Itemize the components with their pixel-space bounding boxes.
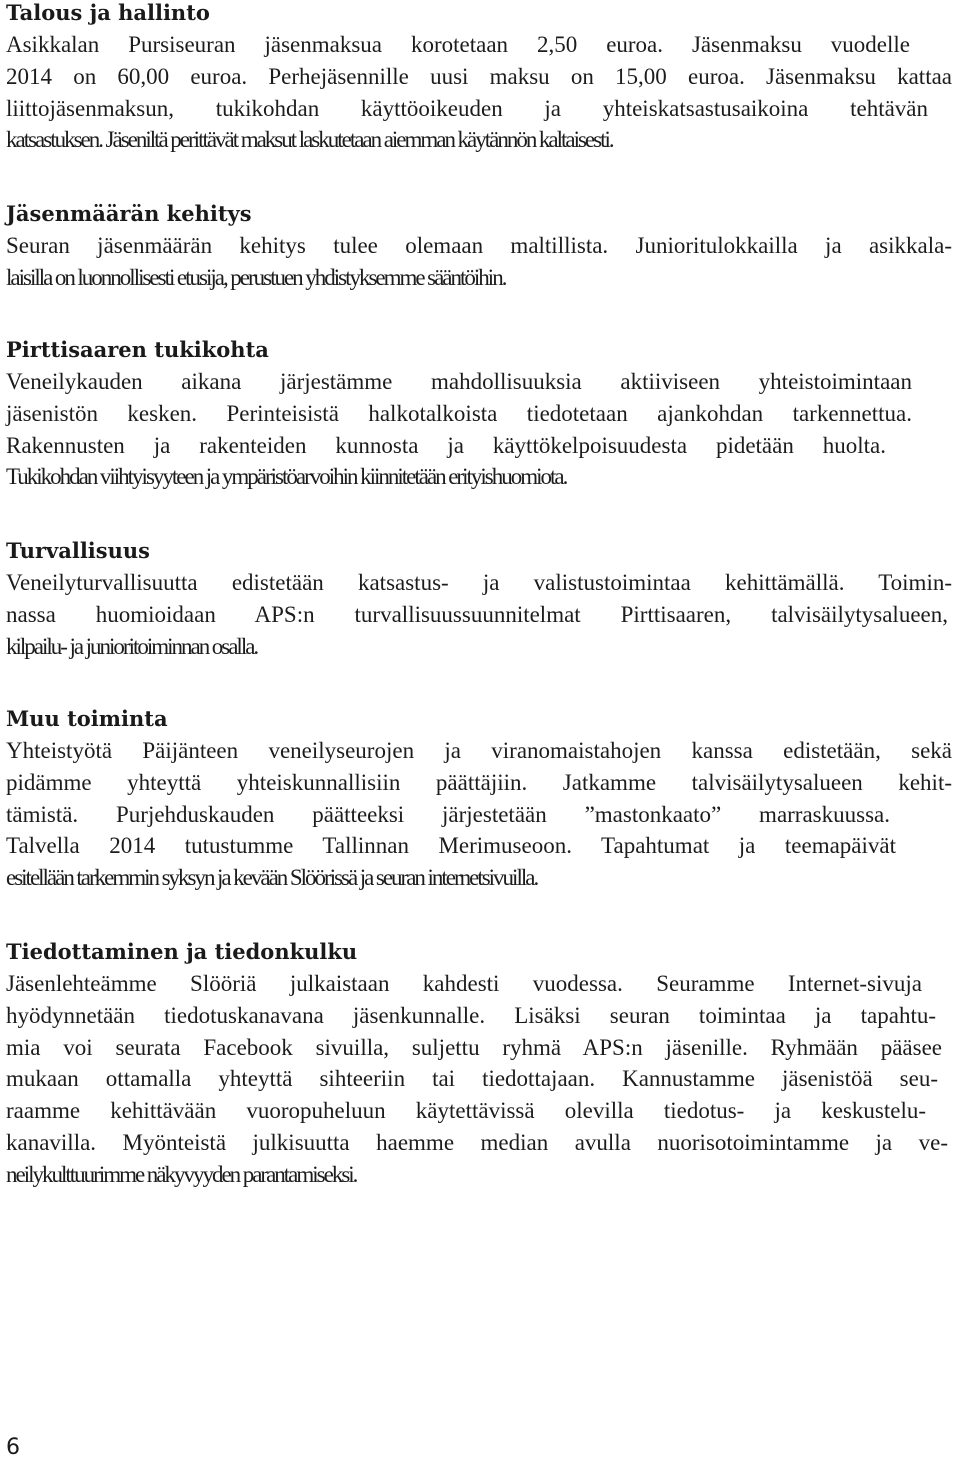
text-line: Veneilyturvallisuutta edistetään katsastus- ja valistustoimintaa kehittämällä. Toimin- xyxy=(6,570,952,595)
text-line: Asikkalan Pursiseuran jäsenmaksua korotetaan 2,50 euroa. Jäsenmaksu vuodelle xyxy=(6,32,910,57)
text-line: raamme kehittävään vuoropuheluun käytettävissä olevilla tiedotus- ja keskustelu- xyxy=(6,1098,926,1124)
text-line: mia voi seurata Facebook sivuilla, suljettu ryhmä APS:n jäsenille. Ryhmään pääsee xyxy=(6,1034,942,1060)
text-line: neilykulttuurimme näkyvyyden parantamiseksi. xyxy=(6,1161,357,1187)
text-line: Talvella 2014 tutustumme Tallinnan Merimuseoon. Tapahtumat ja teemapäivät xyxy=(6,833,896,859)
section-paragraph xyxy=(6,230,954,294)
text-line: Jäsenlehteämme Slööriä julkaistaan kahdesti vuodessa. Seuramme Internet-sivuja xyxy=(6,971,922,996)
section-paragraph xyxy=(6,29,954,156)
section-heading: Muu toiminta xyxy=(6,706,168,731)
section-paragraph xyxy=(6,567,954,662)
text-line: liittojäsenmaksun, tukikohdan käyttöoikeuden ja yhteiskatsastusaikoina tehtävän xyxy=(6,95,928,121)
text-line: katsastuksen. Jäseniltä perittävät maksut laskutetaan aiemman käytännön kaltaisesti. xyxy=(6,127,613,153)
text-line: jäsenistön kesken. Perinteisistä halkotalkoista tiedotetaan ajankohdan tarkennettua. xyxy=(6,400,912,426)
section-heading: Jäsenmäärän kehitys xyxy=(6,201,252,226)
section-pirttisaaren-tukikohta xyxy=(6,337,954,493)
section-paragraph xyxy=(6,968,954,1191)
text-line: kanavilla. Myönteistä julkisuutta haemme median avulla nuorisotoimintamme ja ve- xyxy=(6,1129,948,1155)
text-line: mukaan ottamalla yhteyttä sihteeriin tai tiedottajaan. Kannustamme jäsenistöä seu- xyxy=(6,1066,938,1092)
text-line: Yhteistyötä Päijänteen veneilyseurojen ja viranomaistahojen kanssa edistetään, sekä xyxy=(6,738,952,763)
section-heading: Tiedottaminen ja tiedonkulku xyxy=(6,939,358,964)
text-line: esitellään tarkemmin syksyn ja kevään Slöörissä ja seuran internetsivuilla. xyxy=(6,865,538,891)
text-line: hyödynnetään tiedotuskanavana jäsenkunnalle. Lisäksi seuran toimintaa ja tapahtu- xyxy=(6,1002,936,1028)
text-line: 2014 on 60,00 euroa. Perhejäsennille uusi maksu on 15,00 euroa. Jäsenmaksu kattaa xyxy=(6,63,952,89)
page-number: 6 xyxy=(6,1435,20,1460)
section-paragraph xyxy=(6,735,954,894)
section-heading: Turvallisuus xyxy=(6,538,150,563)
text-line: tämistä. Purjehduskauden päätteeksi järjestetään ”mastonkaato” marraskuussa. xyxy=(6,801,890,827)
section-jasenmaaran-kehitys xyxy=(6,201,954,294)
text-line: pidämme yhteyttä yhteiskunnallisiin päättäjiin. Jatkamme talvisäilytysalueen kehit- xyxy=(6,769,952,795)
text-line: laisilla on luonnollisesti etusija, perustuen yhdistyksemme sääntöihin. xyxy=(6,264,506,290)
section-tiedottaminen-ja-tiedonkulku xyxy=(6,939,954,1191)
text-line: Rakennusten ja rakenteiden kunnosta ja käyttökelpoisuudesta pidetään huolta. xyxy=(6,432,886,458)
section-talous-ja-hallinto xyxy=(6,0,954,156)
text-line: nassa huomioidaan APS:n turvallisuussuunnitelmat Pirttisaaren, talvisäilytysalueen, xyxy=(6,601,948,627)
text-line: Seuran jäsenmäärän kehitys tulee olemaan maltillista. Junioritulokkailla ja asikkala- xyxy=(6,233,952,258)
section-paragraph xyxy=(6,366,954,493)
text-line: Tukikohdan viihtyisyyteen ja ympäristöarvoihin kiinnitetään erityishuomiota. xyxy=(6,464,567,490)
section-heading: Talous ja hallinto xyxy=(6,0,210,25)
text-line: kilpailu- ja junioritoiminnan osalla. xyxy=(6,633,258,659)
section-turvallisuus xyxy=(6,538,954,662)
text-line: Veneilykauden aikana järjestämme mahdollisuuksia aktiiviseen yhteistoimintaan xyxy=(6,369,912,394)
section-heading: Pirttisaaren tukikohta xyxy=(6,337,269,362)
section-muu-toiminta xyxy=(6,706,954,894)
